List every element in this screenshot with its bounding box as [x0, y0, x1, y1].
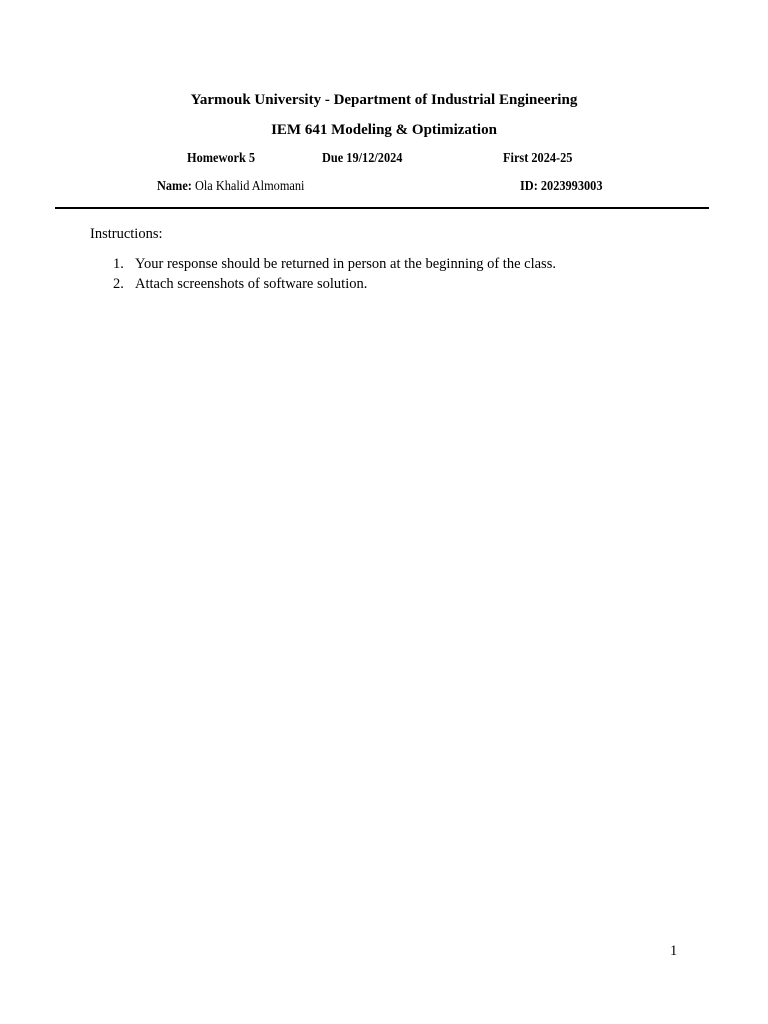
instructions-heading: Instructions:	[90, 226, 163, 242]
term: First 2024-25	[503, 151, 573, 166]
homework-number: Homework 5	[187, 151, 256, 166]
course-title: IEM 641 Modeling & Optimization	[271, 122, 497, 138]
list-item-text: Attach screenshots of software solution.	[135, 275, 368, 292]
due-date: Due 19/12/2024	[322, 151, 403, 166]
list-item-number: 1.	[113, 256, 124, 272]
name-label: Name:	[157, 179, 192, 194]
university-title: Yarmouk University - Department of Industrial Engineering	[190, 92, 578, 108]
name-value: Ola Khalid Almomani	[191, 179, 305, 194]
header-divider	[55, 207, 709, 209]
student-name	[157, 179, 304, 195]
list-item-number: 2.	[113, 275, 124, 292]
page-number: 1	[670, 943, 678, 959]
list-item-text: Your response should be returned in person at the beginning of the class.	[135, 256, 556, 272]
student-id: ID: 2023993003	[520, 179, 603, 194]
